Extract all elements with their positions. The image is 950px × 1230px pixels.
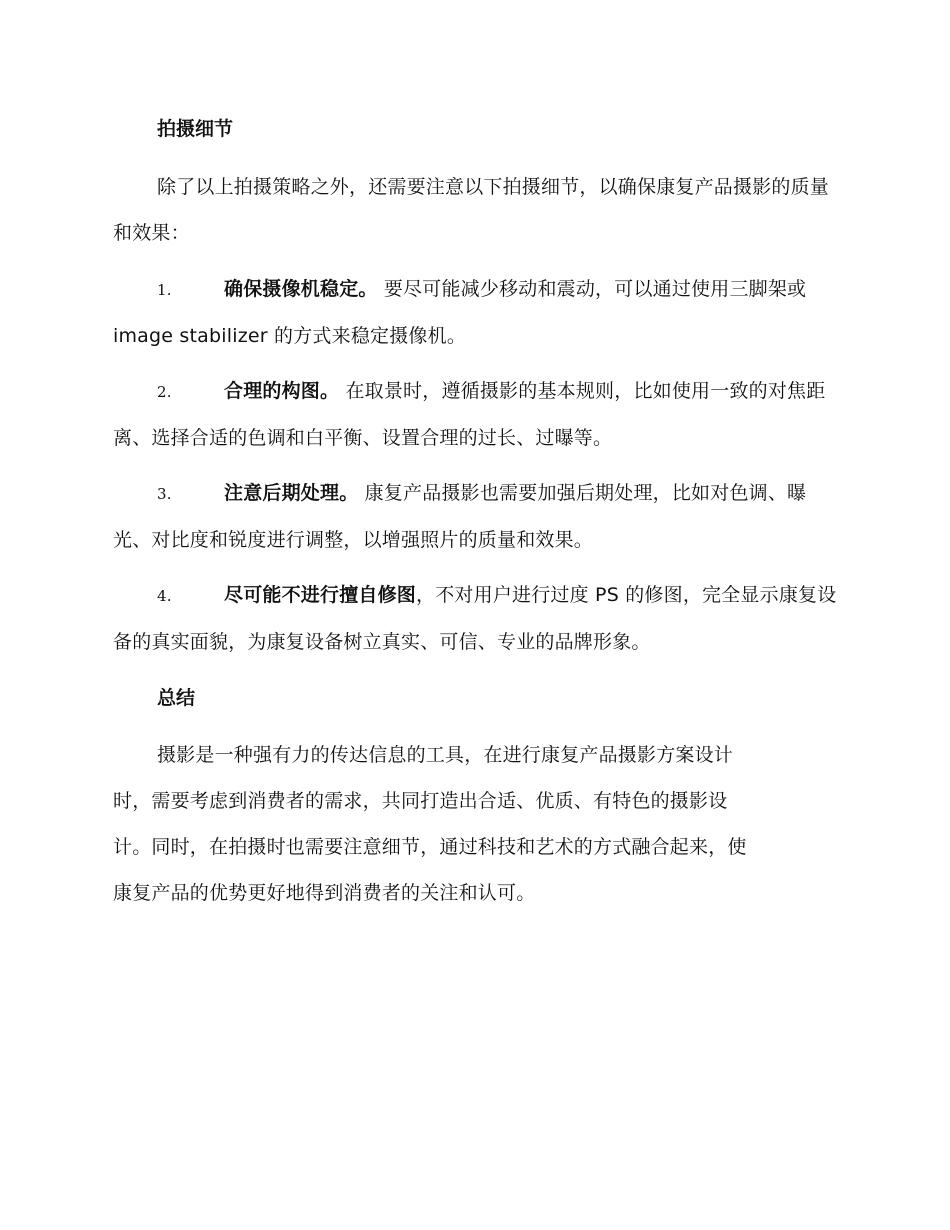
summary-line: 计。同时，在拍摄时也需要注意细节，通过科技和艺术的方式融合起来，使 xyxy=(113,836,747,858)
list-item-number: 4. xyxy=(157,587,172,605)
list-item-lead: 确保摄像机稳定。 xyxy=(224,278,378,300)
list-item xyxy=(113,266,841,359)
list-item-number: 1. xyxy=(157,281,172,299)
list-item-body: 在取景时，遵循摄影的基本规则，比如使用一致的对焦距离、选择合适的色调和白平衡、设置合理的过长、过曝等。 xyxy=(113,380,826,449)
list-item xyxy=(113,470,841,563)
list-item xyxy=(113,368,841,461)
summary-line: 时，需要考虑到消费者的需求，共同打造出合适、优质、有特色的摄影设 xyxy=(113,790,728,812)
list-item-body: ，不对用户进行过度 PS 的修图，完全显示康复设备的真实面貌，为康复设备树立真实、可信、专业的品牌形象。 xyxy=(113,584,837,653)
summary-line: 康复产品的优势更好地得到消费者的关注和认可。 xyxy=(113,882,536,904)
list-item-lead: 合理的构图。 xyxy=(224,380,340,402)
list-item-number: 3. xyxy=(157,485,172,503)
details-intro-paragraph xyxy=(113,164,841,256)
summary-paragraph xyxy=(113,732,841,916)
list-item xyxy=(113,572,841,665)
list-item-body: 康复产品摄影也需要加强后期处理，比如对色调、曝光、对比度和锐度进行调整，以增强照片的质量和效果。 xyxy=(113,482,807,551)
list-item-body: 要尽可能减少移动和震动，可以通过使用三脚架或 image stabilizer 的方式来稳定摄像机。 xyxy=(113,278,807,347)
list-item-number: 2. xyxy=(157,383,172,401)
section-heading-details: 拍摄细节 xyxy=(157,118,234,140)
list-item-lead: 注意后期处理。 xyxy=(224,482,359,504)
section-heading-summary: 总结 xyxy=(157,687,196,709)
summary-line: 摄影是一种强有力的传达信息的工具，在进行康复产品摄影方案设计 xyxy=(157,744,734,766)
details-intro-text: 除了以上拍摄策略之外，还需要注意以下拍摄细节，以确保康复产品摄影的质量和效果： xyxy=(113,176,830,244)
list-item-lead: 尽可能不进行擅自修图 xyxy=(224,584,417,606)
